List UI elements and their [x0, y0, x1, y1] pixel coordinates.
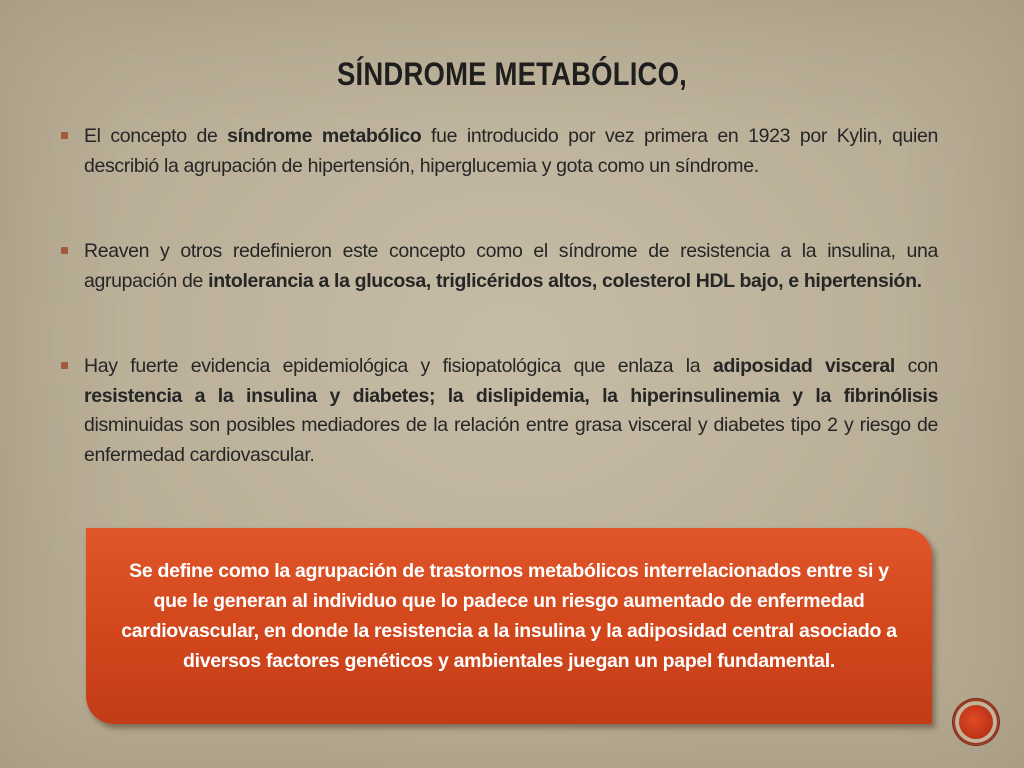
- bullet-text-segment: Reaven y otros redefinieron este concepto como el síndrome de resistencia a la insulina, una agrupación de: [84, 240, 938, 292]
- page-title: SÍNDROME METABÓLICO,: [337, 56, 687, 92]
- bullet-item: [60, 352, 938, 470]
- bullet-text-segment: adiposidad visceral: [712, 355, 895, 377]
- bullet-list: [60, 122, 938, 526]
- bullet-text-segment: fue introducido por vez primera en 1923 por Kylin, quien describió la agrupación de hipertensión, hiperglucemia y gota como un síndrome.: [84, 125, 938, 177]
- bullet-text-segment: intolerancia a la glucosa, triglicéridos altos, colesterol HDL bajo, e hipertensión.: [208, 269, 922, 292]
- definition-callout: Se define como la agrupación de trastornos metabólicos interrelacionados entre si y que le generan al individuo que lo padece un riesgo aumentado de enfermedad cardiovascular, en donde la resistencia a la insulina y la adiposidad central asociado a diversos factores genéticos y ambientales juegan un papel fundamental.: [86, 528, 932, 724]
- bullet-item: [60, 237, 938, 296]
- nav-circle-icon[interactable]: [953, 699, 999, 745]
- bullet-item: [60, 122, 938, 181]
- bullet-text-segment: síndrome metabólico: [227, 125, 422, 147]
- square-bullet-icon: [61, 362, 68, 369]
- square-bullet-icon: [61, 132, 68, 139]
- bullet-text-segment: disminuidas son posibles mediadores de la relación entre grasa visceral y diabetes tipo 2 y riesgo de enfermedad cardiovascular.: [84, 414, 938, 466]
- bullet-text-segment: resistencia a la insulina y diabetes; la dislipidemia, la hiperinsulinemia y la fibrinólisis: [84, 384, 938, 407]
- bullet-text-segment: con: [894, 355, 938, 377]
- bullet-text-segment: El concepto de: [84, 125, 228, 147]
- square-bullet-icon: [61, 247, 68, 254]
- bullet-text-segment: Hay fuerte evidencia epidemiológica y fisiopatológica que enlaza la: [84, 355, 713, 377]
